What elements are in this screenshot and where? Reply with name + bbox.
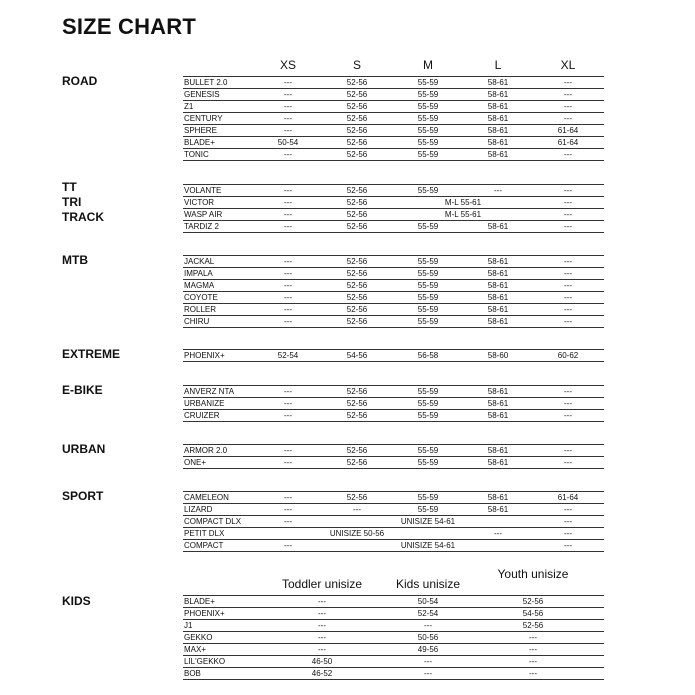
size-cell: --- (564, 387, 572, 396)
product-name: LIL'GEKKO (184, 657, 226, 666)
product-name: ROLLER (184, 305, 217, 314)
size-cell: 46-50 (311, 657, 333, 666)
size-cell: 58-61 (487, 90, 509, 99)
size-cell: 52-56 (346, 198, 368, 207)
size-cell: 58-61 (487, 102, 509, 111)
page-title: SIZE CHART (62, 14, 196, 39)
size-cell: 58-61 (487, 399, 509, 408)
size-cell: --- (564, 150, 572, 159)
size-cell: --- (564, 257, 572, 266)
size-cell: 61-64 (557, 126, 579, 135)
size-cell: 52-56 (522, 621, 544, 630)
size-cell: --- (564, 78, 572, 87)
size-cell: 52-56 (346, 150, 368, 159)
size-cell: --- (318, 633, 326, 642)
size-cell: 55-59 (417, 150, 439, 159)
size-cell: --- (564, 222, 572, 231)
size-cell: --- (564, 114, 572, 123)
table-row (183, 220, 604, 233)
product-name: BLADE+ (184, 597, 215, 606)
size-cell: --- (284, 446, 292, 455)
size-span-cell: UNISIZE 54-61 (400, 517, 456, 526)
size-cell: 61-64 (557, 138, 579, 147)
product-name: TONIC (184, 150, 209, 159)
size-cell: --- (284, 126, 292, 135)
product-name: CAMELEON (184, 493, 229, 502)
product-name: J1 (184, 621, 193, 630)
size-cell: --- (284, 150, 292, 159)
size-cell: 58-61 (487, 411, 509, 420)
size-cell: --- (424, 621, 432, 630)
size-cell: --- (564, 305, 572, 314)
size-cell: 52-56 (346, 293, 368, 302)
category-label: MTB (62, 253, 88, 267)
product-name: BLADE+ (184, 138, 215, 147)
size-cell: --- (424, 657, 432, 666)
size-cell: --- (529, 633, 537, 642)
size-cell: 52-56 (346, 305, 368, 314)
product-name: URBANIZE (184, 399, 225, 408)
size-cell: 55-59 (417, 493, 439, 502)
size-cell: 58-61 (487, 505, 509, 514)
size-cell: 56-58 (417, 351, 439, 360)
product-name: COMPACT DLX (184, 517, 242, 526)
product-name: BOB (184, 669, 201, 678)
size-cell: --- (284, 269, 292, 278)
table-row (183, 456, 604, 469)
size-cell: --- (284, 399, 292, 408)
size-cell: --- (284, 458, 292, 467)
size-cell: 55-59 (417, 269, 439, 278)
product-name: VOLANTE (184, 186, 222, 195)
size-cell: 55-59 (417, 102, 439, 111)
product-name: WASP AIR (184, 210, 223, 219)
size-cell: 55-59 (417, 257, 439, 266)
category-label: ROAD (62, 74, 98, 88)
size-cell: 58-61 (487, 493, 509, 502)
size-cell: --- (284, 114, 292, 123)
kids-header-toddler: Toddler unisize (281, 577, 363, 591)
product-name: GENESIS (184, 90, 220, 99)
size-cell: --- (318, 597, 326, 606)
product-name: COMPACT (184, 541, 224, 550)
product-name: Z1 (184, 102, 194, 111)
size-span-cell: M-L 55-61 (444, 210, 482, 219)
size-cell: --- (564, 541, 572, 550)
size-header-l: L (494, 58, 502, 72)
size-cell: --- (564, 293, 572, 302)
size-cell: 55-59 (417, 138, 439, 147)
size-cell: 58-61 (487, 269, 509, 278)
category-label: TRACK (62, 210, 104, 224)
size-cell: 52-56 (346, 446, 368, 455)
size-cell: --- (564, 505, 572, 514)
size-cell: 55-59 (417, 446, 439, 455)
size-cell: --- (284, 257, 292, 266)
size-cell: 55-59 (417, 505, 439, 514)
size-cell: 58-60 (487, 351, 509, 360)
product-name: PHOENIX+ (184, 609, 225, 618)
size-cell: 46-52 (311, 669, 333, 678)
table-row (183, 349, 604, 362)
product-name: JACKAL (184, 257, 215, 266)
table-row (183, 667, 604, 680)
product-name: GEKKO (184, 633, 213, 642)
size-cell: --- (494, 529, 502, 538)
size-cell: 55-59 (417, 126, 439, 135)
size-cell: --- (529, 657, 537, 666)
kids-header-youth: Youth unisize (497, 567, 569, 581)
size-cell: --- (284, 517, 292, 526)
size-cell: 52-56 (346, 411, 368, 420)
size-cell: 55-59 (417, 399, 439, 408)
size-cell: 55-59 (417, 411, 439, 420)
size-cell: --- (353, 505, 361, 514)
size-cell: 55-59 (417, 293, 439, 302)
size-cell: 58-61 (487, 150, 509, 159)
size-cell: --- (284, 541, 292, 550)
size-cell: 52-56 (346, 114, 368, 123)
product-name: MAGMA (184, 281, 215, 290)
size-header-m: M (423, 58, 433, 72)
size-cell: 55-59 (417, 90, 439, 99)
table-row (183, 409, 604, 422)
size-cell: 52-56 (522, 597, 544, 606)
category-label: TRI (62, 195, 82, 209)
size-cell: 52-56 (346, 458, 368, 467)
size-cell: --- (494, 186, 502, 195)
size-cell: 58-61 (487, 446, 509, 455)
product-name: ARMOR 2.0 (184, 446, 228, 455)
size-cell: 52-56 (346, 186, 368, 195)
size-span-cell: M-L 55-61 (444, 198, 482, 207)
size-cell: 55-59 (417, 305, 439, 314)
size-cell: --- (284, 305, 292, 314)
size-span-cell: UNISIZE 54-61 (400, 541, 456, 550)
size-cell: --- (284, 102, 292, 111)
size-cell: --- (318, 621, 326, 630)
size-cell: 58-61 (487, 458, 509, 467)
size-cell: --- (424, 669, 432, 678)
size-cell: 58-61 (487, 138, 509, 147)
size-cell: 54-56 (522, 609, 544, 618)
size-cell: 58-61 (487, 114, 509, 123)
size-cell: --- (284, 505, 292, 514)
product-name: PETIT DLX (184, 529, 225, 538)
size-cell: --- (284, 281, 292, 290)
size-cell: 50-54 (277, 138, 299, 147)
size-cell: --- (284, 222, 292, 231)
category-label: EXTREME (62, 347, 121, 361)
size-cell: 52-56 (346, 317, 368, 326)
size-cell: --- (529, 669, 537, 678)
category-label: E-BIKE (62, 383, 103, 397)
size-cell: --- (284, 210, 292, 219)
size-cell: 52-56 (346, 90, 368, 99)
size-cell: 52-56 (346, 493, 368, 502)
table-row (183, 539, 604, 552)
product-name: VICTOR (184, 198, 215, 207)
size-cell: 58-61 (487, 126, 509, 135)
size-cell: --- (564, 317, 572, 326)
size-cell: 58-61 (487, 222, 509, 231)
product-name: PHOENIX+ (184, 351, 225, 360)
size-header-xl: XL (560, 58, 576, 72)
product-name: CHIRU (184, 317, 210, 326)
size-cell: 55-59 (417, 281, 439, 290)
product-name: CENTURY (184, 114, 223, 123)
size-cell: 55-59 (417, 222, 439, 231)
size-cell: --- (564, 281, 572, 290)
size-span-cell: UNISIZE 50-56 (329, 529, 385, 538)
size-cell: 55-59 (417, 78, 439, 87)
size-cell: 58-61 (487, 317, 509, 326)
size-cell: --- (284, 78, 292, 87)
size-cell: --- (564, 102, 572, 111)
product-name: TARDIZ 2 (184, 222, 219, 231)
size-cell: --- (564, 399, 572, 408)
size-cell: 52-56 (346, 257, 368, 266)
size-cell: 52-56 (346, 210, 368, 219)
size-cell: 52-56 (346, 281, 368, 290)
size-cell: --- (284, 90, 292, 99)
size-cell: 58-61 (487, 257, 509, 266)
table-row (183, 148, 604, 161)
product-name: BULLET 2.0 (184, 78, 228, 87)
size-cell: 60-62 (557, 351, 579, 360)
size-cell: 52-56 (346, 222, 368, 231)
size-cell: 52-56 (346, 126, 368, 135)
size-cell: --- (284, 293, 292, 302)
product-name: LIZARD (184, 505, 213, 514)
size-cell: --- (318, 609, 326, 618)
size-cell: 52-54 (417, 609, 439, 618)
table-row (183, 315, 604, 328)
product-name: ANVERZ NTA (184, 387, 235, 396)
size-cell: 52-56 (346, 399, 368, 408)
size-cell: 52-56 (346, 387, 368, 396)
product-name: CRUIZER (184, 411, 220, 420)
size-cell: 52-56 (346, 269, 368, 278)
size-cell: --- (564, 446, 572, 455)
size-cell: --- (284, 387, 292, 396)
size-cell: --- (284, 493, 292, 502)
size-cell: 52-56 (346, 102, 368, 111)
size-cell: --- (564, 529, 572, 538)
size-cell: --- (284, 198, 292, 207)
size-cell: 58-61 (487, 293, 509, 302)
size-cell: 55-59 (417, 114, 439, 123)
size-cell: --- (284, 411, 292, 420)
size-header-xs: XS (279, 58, 297, 72)
size-cell: --- (564, 210, 572, 219)
category-label: URBAN (62, 442, 106, 456)
size-cell: --- (564, 186, 572, 195)
size-cell: 61-64 (557, 493, 579, 502)
category-label: KIDS (62, 594, 91, 608)
size-cell: --- (564, 458, 572, 467)
size-cell: 58-61 (487, 281, 509, 290)
size-cell: --- (284, 317, 292, 326)
size-cell: 55-59 (417, 186, 439, 195)
size-cell: --- (564, 269, 572, 278)
size-cell: 52-56 (346, 138, 368, 147)
size-cell: 54-56 (346, 351, 368, 360)
size-cell: --- (529, 645, 537, 654)
size-cell: 52-54 (277, 351, 299, 360)
size-cell: --- (564, 90, 572, 99)
product-name: MAX+ (184, 645, 207, 654)
size-cell: 58-61 (487, 387, 509, 396)
category-label: SPORT (62, 489, 104, 503)
size-cell: 55-59 (417, 387, 439, 396)
size-cell: 52-56 (346, 78, 368, 87)
size-cell: 49-56 (417, 645, 439, 654)
product-name: COYOTE (184, 293, 218, 302)
size-cell: 55-59 (417, 317, 439, 326)
category-label: TT (62, 180, 77, 194)
size-cell: --- (318, 645, 326, 654)
size-cell: --- (564, 517, 572, 526)
size-cell: 50-56 (417, 633, 439, 642)
product-name: ONE+ (184, 458, 207, 467)
product-name: IMPALA (184, 269, 213, 278)
size-cell: 58-61 (487, 78, 509, 87)
kids-header-kids: Kids unisize (395, 577, 461, 591)
size-header-s: S (352, 58, 362, 72)
product-name: SPHERE (184, 126, 217, 135)
size-cell: 58-61 (487, 305, 509, 314)
size-cell: 55-59 (417, 458, 439, 467)
size-cell: --- (564, 198, 572, 207)
size-cell: --- (564, 411, 572, 420)
size-cell: --- (284, 186, 292, 195)
size-cell: 50-54 (417, 597, 439, 606)
